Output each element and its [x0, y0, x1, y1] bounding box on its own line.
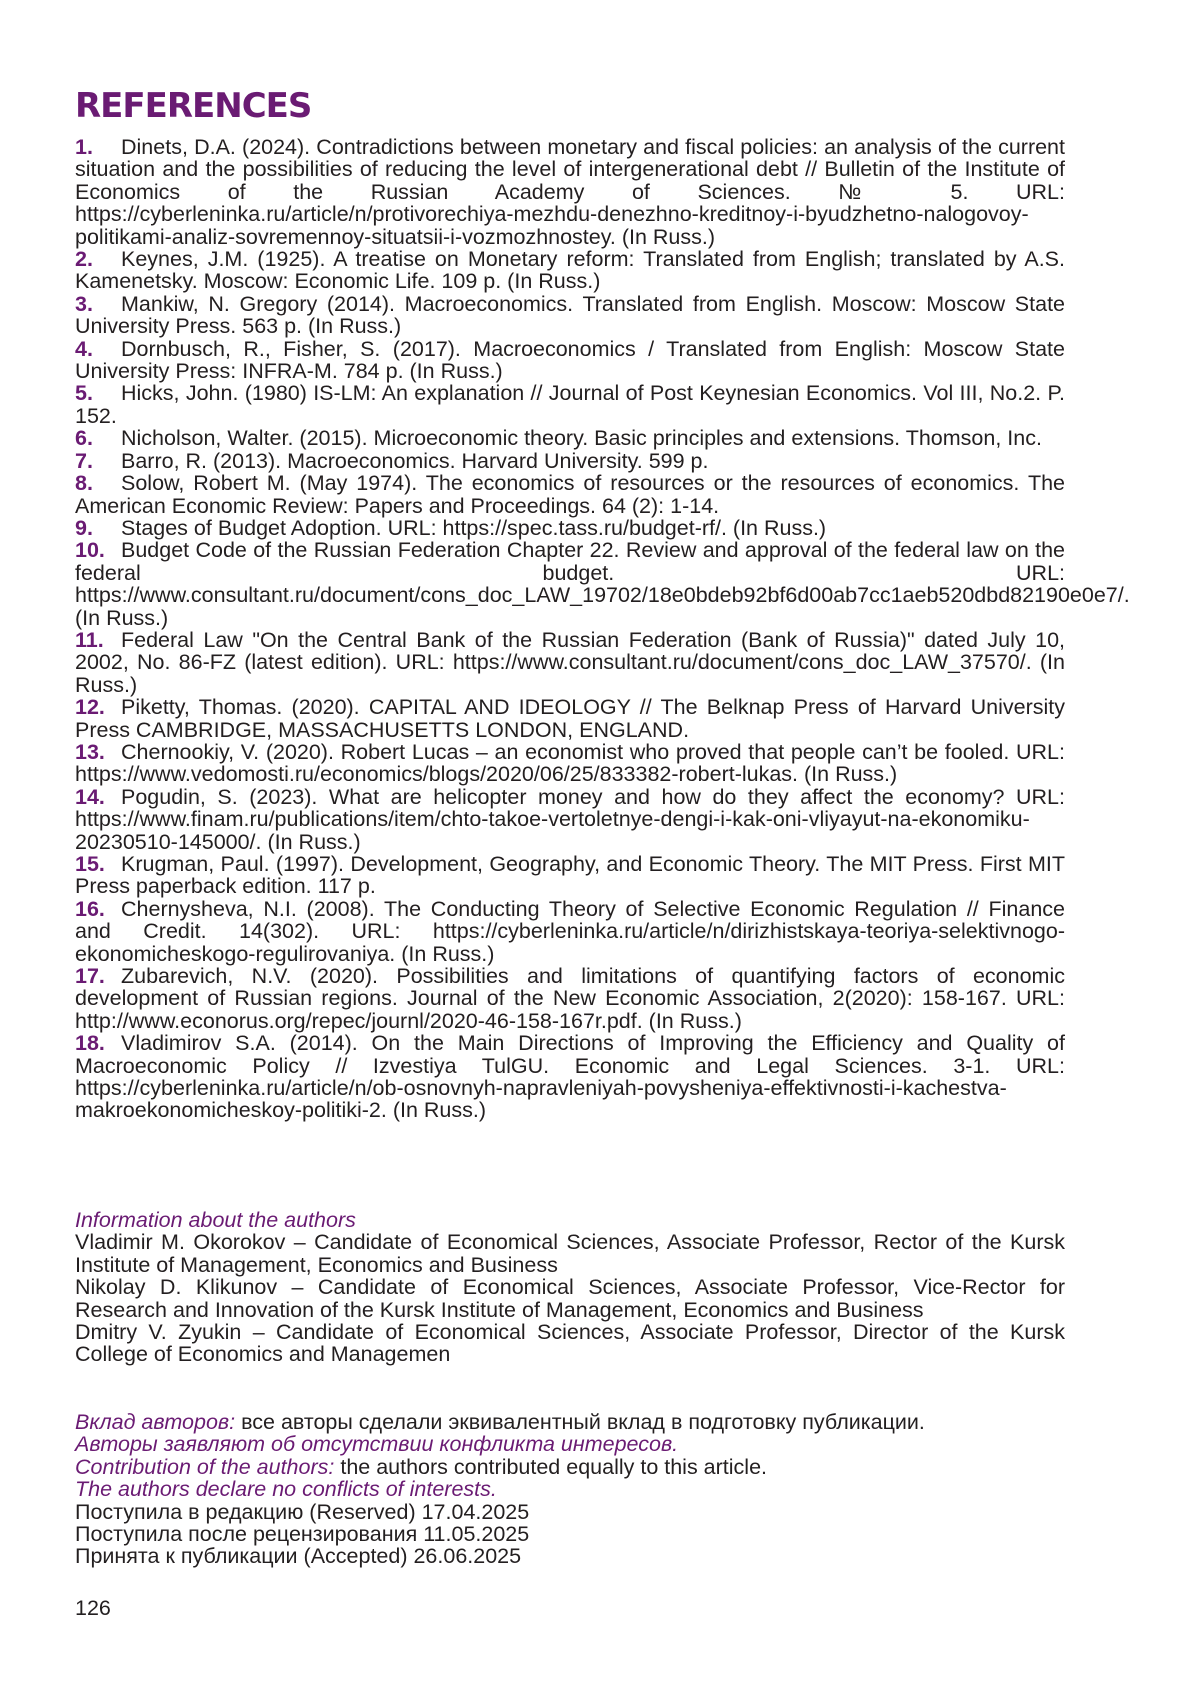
- reference-number: 12.: [75, 695, 105, 720]
- en-contribution-text: the authors contributed equally to this article.: [340, 1454, 768, 1479]
- reference-number: 17.: [75, 964, 105, 989]
- reference-number: 10.: [75, 538, 105, 563]
- page-number: 126: [75, 1596, 111, 1620]
- references-heading: REFERENCES: [75, 86, 312, 126]
- en-contribution-label: Contribution of the authors:: [75, 1454, 335, 1479]
- en-contribution: [75, 1456, 1065, 1478]
- reference-text: Hicks, John. (1980) IS-LM: An explanation // Journal of Post Keynesian Economics. Vol III, No.2. P. 152.: [75, 381, 1065, 428]
- ru-contribution: [75, 1411, 1065, 1433]
- reference-item: [75, 382, 1065, 427]
- reference-text: Solow, Robert M. (May 1974). The economics of resources or the resources of economics. The American Economic Review: Papers and Proceedings. 64 (2): 1-14.: [75, 471, 1065, 518]
- reference-item: [75, 853, 1065, 898]
- reference-text: Dornbusch, R., Fisher, S. (2017). Macroeconomics / Translated from English: Moscow State University Press: INFRA-M. 784 p. (In Russ.): [75, 336, 1065, 384]
- reference-text: Barro, R. (2013). Macroeconomics. Harvard University. 599 p.: [121, 448, 709, 473]
- ru-contribution-text: все авторы сделали эквивалентный вклад в подготовку публикации.: [241, 1410, 925, 1434]
- reference-item: [75, 629, 1065, 696]
- reference-text: Zubarevich, N.V. (2020). Possibilities and limitations of quantifying factors of economic development of Russian regions. Journal of the New Economic Association, 2(2020): 158-167. URL: http://www.econorus.org/repec/journl/2020-46-158-167r.pdf. (In Russ.): [75, 964, 1065, 1033]
- reference-item: [75, 696, 1065, 741]
- reference-number: 18.: [75, 1031, 105, 1056]
- en-conflict-statement: The authors declare no conflicts of interests.: [75, 1477, 497, 1502]
- reference-item: [75, 427, 1065, 449]
- reference-item: [75, 538, 1130, 630]
- reference-text: Dinets, D.A. (2024). Contradictions between monetary and fiscal policies: an analysis of the current situation and the possibilities of reducing the level of intergenerational debt // Bulletin of the Institute of Economics of the Russian Academy of Sciences. № 5. URL: https://cyberleninka.ru/article/n/protivorechiya-mezhdu-denezhno-kreditnoy-i-byudzhetno-nalogovoy-politikami-analiz-sovremennoy-situatsii-i-vozmozhnostey. (In Russ.): [75, 135, 1065, 249]
- reference-number: 14.: [75, 784, 105, 809]
- authors-info: [75, 1209, 1065, 1366]
- reference-number: 6.: [75, 426, 93, 451]
- authors-title: Information about the authors: [75, 1208, 356, 1232]
- reference-number: 7.: [75, 448, 93, 473]
- reference-item: [75, 248, 1065, 293]
- reference-item: [75, 898, 1065, 965]
- reference-item: [75, 472, 1065, 517]
- reference-text: Nicholson, Walter. (2015). Microeconomic theory. Basic principles and extensions. Thomson, Inc.: [121, 426, 1042, 451]
- reference-text: Chernookiy, V. (2020). Robert Lucas – an economist who proved that people can’t be fooled. URL: https://www.vedomosti.ru/economics/blogs/2020/06/25/833382-robert-lukas. (In Russ.): [75, 739, 1065, 787]
- reference-number: 5.: [75, 381, 93, 406]
- author-entry: Nikolay D. Klikunov – Candidate of Economical Sciences, Associate Professor, Vice-Rector for Research and Innovation of the Kursk Institute of Management, Economics and Business: [75, 1275, 1065, 1322]
- reference-text: Budget Code of the Russian Federation Chapter 22. Review and approval of the federal law on the federal budget. URL: https://www.consultant.ru/document/cons_doc_LAW_19702/18e0bdeb92bf6d00ab7cc1aeb520dbd82190e0e7/. (In Russ.): [75, 538, 1130, 630]
- reference-number: 9.: [75, 515, 93, 540]
- reference-text: Federal Law "On the Central Bank of the Russian Federation (Bank of Russia)" dated July 10, 2002, No. 86-FZ (latest edition). URL: https://www.consultant.ru/document/cons_doc_LAW_37570/. (In Russ.): [75, 627, 1065, 697]
- contribution-block: [75, 1411, 1065, 1568]
- author-entry: Vladimir M. Okorokov – Candidate of Economical Sciences, Associate Professor, Rector of the Kursk Institute of Management, Economics and Business: [75, 1230, 1065, 1277]
- reference-number: 8.: [75, 471, 93, 496]
- reference-item: [75, 1032, 1065, 1122]
- reference-item: [75, 293, 1065, 338]
- reference-list: [75, 135, 1130, 1123]
- reference-number: 13.: [75, 739, 105, 764]
- reference-number: 15.: [75, 852, 105, 876]
- reference-number: 11.: [75, 627, 104, 652]
- reference-text: Stages of Budget Adoption. URL: https://spec.tass.ru/budget-rf/. (In Russ.): [121, 515, 827, 540]
- reference-item: [75, 517, 1065, 539]
- reference-text: Mankiw, N. Gregory (2014). Macroeconomics. Translated from English. Moscow: Moscow State University Press. 563 p. (In Russ.): [75, 291, 1065, 339]
- reference-number: 16.: [75, 896, 105, 921]
- ru-conflict-statement: Авторы заявляют об отсутствии конфликта интересов.: [75, 1432, 679, 1457]
- reference-number: 1.: [75, 135, 93, 159]
- reference-item: [75, 965, 1065, 1032]
- reference-item: [75, 786, 1065, 853]
- received-date: Поступила в редакцию (Reserved) 17.04.2025: [75, 1499, 530, 1524]
- reference-text: Krugman, Paul. (1997). Development, Geography, and Economic Theory. The MIT Press. First MIT Press paperback edition. 117 p.: [75, 852, 1065, 899]
- accepted-date: Принята к публикации (Accepted) 26.06.2025: [75, 1544, 522, 1569]
- reference-text: Piketty, Thomas. (2020). CAPITAL AND IDEOLOGY // The Belknap Press of Harvard University Press CAMBRIDGE, MASSACHUSETTS LONDON, ENGLAND.: [75, 695, 1065, 742]
- reference-number: 2.: [75, 247, 93, 272]
- reference-text: Pogudin, S. (2023). What are helicopter money and how do they affect the economy? URL: https://www.finam.ru/publications/item/chto-takoe-vertoletnye-dengi-i-kak-oni-vliyayut-na-ekonomiku-20230510-145000/. (In Russ.): [75, 784, 1065, 854]
- ru-contribution-label: Вклад авторов:: [75, 1410, 236, 1434]
- author-entry: Dmitry V. Zyukin – Candidate of Economical Sciences, Associate Professor, Director of the Kursk College of Economics and Managemen: [75, 1320, 1065, 1367]
- reference-text: Keynes, J.M. (1925). A treatise on Monetary reform: Translated from English; translated by A.S. Kamenetsky. Moscow: Economic Life. 109 p. (In Russ.): [75, 247, 1065, 294]
- revised-date: Поступила после рецензирования 11.05.2025: [75, 1522, 530, 1547]
- reference-item: [75, 741, 1065, 786]
- reference-item: [75, 136, 1065, 248]
- reference-number: 3.: [75, 291, 93, 316]
- reference-item: [75, 450, 1065, 472]
- reference-text: Chernysheva, N.I. (2008). The Conducting Theory of Selective Economic Regulation // Finance and Credit. 14(302). URL: https://cyberleninka.ru/article/n/dirizhistskaya-teoriya-selektivnogo-ekonomicheskogo-regulirovaniya. (In Russ.): [75, 896, 1065, 966]
- reference-number: 4.: [75, 336, 93, 361]
- reference-text: Vladimirov S.A. (2014). On the Main Directions of Improving the Efficiency and Quality of Macroeconomic Policy // Izvestiya TulGU. Economic and Legal Sciences. 3-1. URL: https://cyberleninka.ru/article/n/ob-osnovnyh-napravleniyah-povysheniya-effektivnosti-i-kachestva-makroekonomicheskoy-politiki-2. (In Russ.): [75, 1031, 1065, 1123]
- reference-item: [75, 338, 1065, 383]
